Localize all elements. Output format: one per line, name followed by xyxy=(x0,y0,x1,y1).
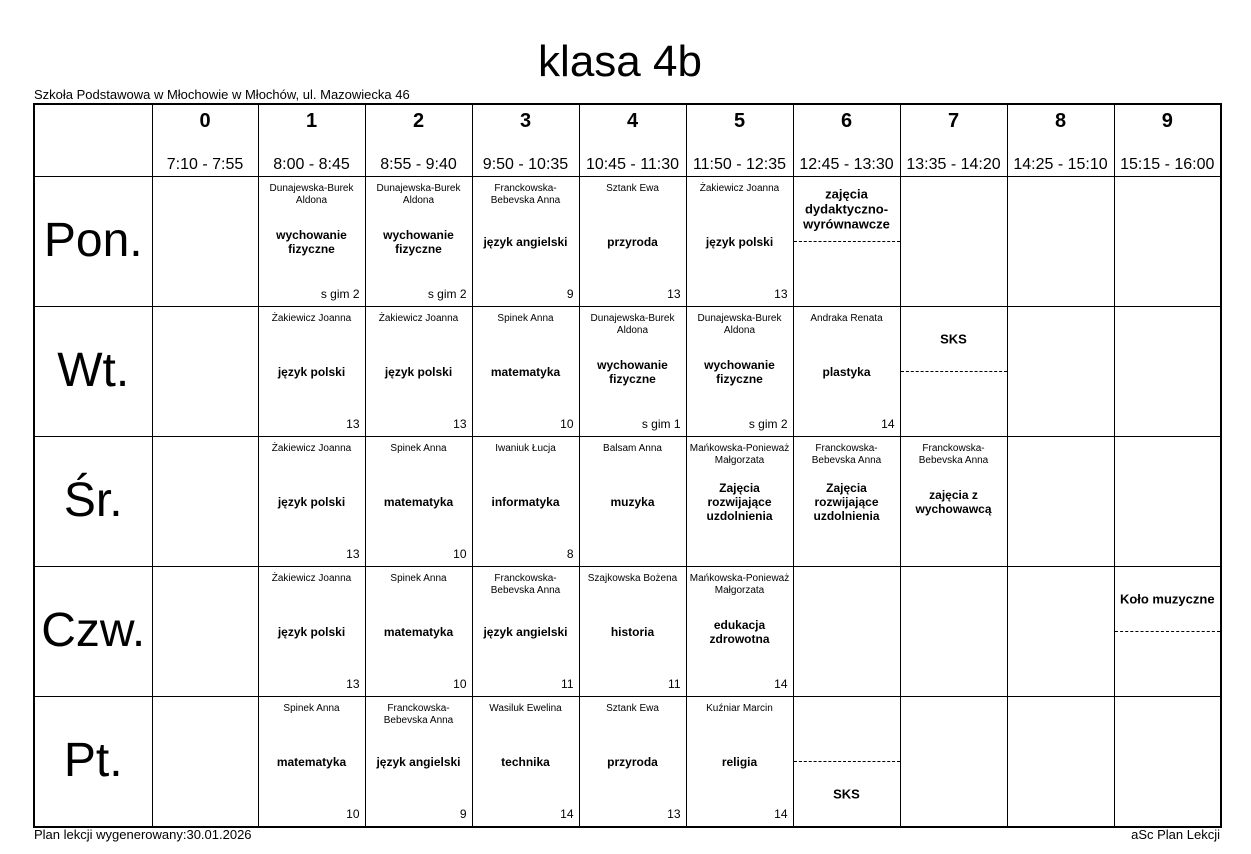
lesson xyxy=(580,177,686,306)
subject-name: technika xyxy=(501,754,550,769)
room-number: 14 xyxy=(774,807,788,821)
teacher-name: Żakiewicz Joanna xyxy=(378,313,459,324)
lesson-cell[interactable] xyxy=(472,697,579,828)
lesson-cell[interactable] xyxy=(258,437,365,567)
day-row xyxy=(34,177,1221,307)
lesson-cell[interactable] xyxy=(258,307,365,437)
lesson-cell[interactable] xyxy=(686,567,793,697)
teacher-name: Mańkowska-Ponieważ Małgorzata xyxy=(689,573,790,596)
lesson-cell[interactable] xyxy=(686,437,793,567)
subject-name: język polski xyxy=(277,494,346,509)
day-label-cell xyxy=(34,177,152,307)
school-name: Szkoła Podstawowa w Młochowie w Młochów, ul. Mazowiecka 46 xyxy=(34,87,410,102)
period-time: 8:00 - 8:45 xyxy=(273,156,350,173)
lesson-cell[interactable] xyxy=(900,307,1007,437)
room-number: s gim 2 xyxy=(427,287,467,301)
period-header xyxy=(900,104,1007,177)
teacher-name: Dunajewska-Burek Aldona xyxy=(269,183,354,206)
subject-name: wychowanie fizyczne xyxy=(383,227,454,256)
period-time: 7:10 - 7:55 xyxy=(166,156,244,173)
lesson-cell[interactable] xyxy=(365,697,472,828)
period-number: 0 xyxy=(199,110,211,132)
lesson-cell[interactable] xyxy=(472,177,579,307)
lesson xyxy=(259,437,365,566)
lesson-cell[interactable] xyxy=(365,437,472,567)
room-number: 10 xyxy=(346,807,360,821)
lesson xyxy=(259,307,365,436)
lesson-cell[interactable] xyxy=(258,697,365,828)
lesson xyxy=(366,697,472,826)
lesson-cell[interactable] xyxy=(258,567,365,697)
empty-cell xyxy=(1114,177,1221,307)
subject-name: język polski xyxy=(277,624,346,639)
day-row xyxy=(34,697,1221,828)
day-label-cell xyxy=(34,567,152,697)
period-number: 7 xyxy=(947,110,960,132)
teacher-name: Sztank Ewa xyxy=(606,703,659,714)
teacher-name: Iwaniuk Łucja xyxy=(495,443,556,454)
lesson-cell[interactable] xyxy=(579,567,686,697)
lesson xyxy=(366,567,472,696)
empty-cell xyxy=(152,567,258,697)
split-lesson-top xyxy=(901,307,1007,372)
day-label: Czw. xyxy=(41,604,146,657)
lesson xyxy=(687,307,793,436)
day-row xyxy=(34,437,1221,567)
day-label: Śr. xyxy=(63,474,123,527)
empty-cell xyxy=(1114,307,1221,437)
period-number: 8 xyxy=(1054,110,1067,132)
lesson xyxy=(794,437,900,566)
subject-name: SKS xyxy=(940,331,967,347)
teacher-name: Dunajewska-Burek Aldona xyxy=(376,183,461,206)
period-header xyxy=(258,104,365,177)
teacher-name: Franckowska-Bebevska Anna xyxy=(490,573,561,596)
period-time: 12:45 - 13:30 xyxy=(799,156,894,173)
period-header xyxy=(152,104,258,177)
lesson xyxy=(580,307,686,436)
room-number: 10 xyxy=(453,547,467,561)
subject-name: matematyka xyxy=(383,624,454,639)
lesson xyxy=(687,567,793,696)
room-number: s gim 2 xyxy=(748,417,788,431)
lesson-cell[interactable] xyxy=(686,307,793,437)
empty-cell xyxy=(900,567,1007,697)
periods-header-row xyxy=(34,104,1221,177)
teacher-name: Franckowska-Bebevska Anna xyxy=(383,703,454,726)
lesson-cell[interactable] xyxy=(1114,567,1221,697)
lesson xyxy=(580,567,686,696)
generated-date: Plan lekcji wygenerowany:30.01.2026 xyxy=(34,827,252,842)
period-time: 14:25 - 15:10 xyxy=(1013,156,1108,173)
subject-name: język polski xyxy=(705,234,774,249)
lesson xyxy=(473,177,579,306)
subject-name: przyroda xyxy=(607,234,658,249)
room-number: s gim 2 xyxy=(320,287,360,301)
day-row xyxy=(34,307,1221,437)
lesson xyxy=(259,177,365,306)
period-header xyxy=(472,104,579,177)
empty-cell xyxy=(1007,567,1114,697)
empty-cell xyxy=(1007,307,1114,437)
subject-name: wychowanie fizyczne xyxy=(276,227,347,256)
lesson xyxy=(473,697,579,826)
teacher-name: Balsam Anna xyxy=(603,443,662,454)
empty-cell xyxy=(900,177,1007,307)
empty-cell xyxy=(1114,697,1221,828)
teacher-name: Żakiewicz Joanna xyxy=(271,313,352,324)
subject-name: Koło muzyczne xyxy=(1119,591,1215,607)
subject-name: plastyka xyxy=(822,364,871,379)
period-header xyxy=(365,104,472,177)
day-label-cell xyxy=(34,307,152,437)
room-number: 14 xyxy=(560,807,574,821)
split-lesson-top xyxy=(794,177,900,242)
timetable xyxy=(33,103,1222,828)
subject-name: zajęcia z wychowawcą xyxy=(915,487,992,516)
subject-name: matematyka xyxy=(383,494,454,509)
lesson xyxy=(259,567,365,696)
subject-name: matematyka xyxy=(276,754,347,769)
lesson xyxy=(794,307,900,436)
lesson xyxy=(687,177,793,306)
lesson-cell[interactable] xyxy=(686,177,793,307)
period-number: 4 xyxy=(626,110,639,132)
lesson-cell[interactable] xyxy=(365,177,472,307)
split-divider xyxy=(794,697,900,762)
room-number: 9 xyxy=(566,287,574,301)
subject-name: religia xyxy=(721,754,758,769)
period-number: 6 xyxy=(840,110,853,132)
room-number: 13 xyxy=(346,677,360,691)
lesson xyxy=(473,307,579,436)
subject-name: Zajęcia rozwijające uzdolnienia xyxy=(706,480,773,523)
period-time: 9:50 - 10:35 xyxy=(482,156,569,173)
lesson xyxy=(366,177,472,306)
corner-cell xyxy=(34,104,152,177)
day-row xyxy=(34,567,1221,697)
period-time: 15:15 - 16:00 xyxy=(1120,156,1215,173)
period-header xyxy=(1114,104,1221,177)
teacher-name: Żakiewicz Joanna xyxy=(271,573,352,584)
lesson xyxy=(259,697,365,826)
room-number: 9 xyxy=(459,807,467,821)
empty-cell xyxy=(1007,697,1114,828)
period-time: 10:45 - 11:30 xyxy=(585,156,680,173)
lesson xyxy=(687,697,793,826)
subject-name: język polski xyxy=(384,364,453,379)
subject-name: język angielski xyxy=(483,234,568,249)
lesson-cell[interactable] xyxy=(365,567,472,697)
room-number: 13 xyxy=(453,417,467,431)
period-header xyxy=(1007,104,1114,177)
subject-name: język angielski xyxy=(376,754,461,769)
empty-cell xyxy=(793,567,900,697)
period-number: 5 xyxy=(733,110,746,132)
room-number: 13 xyxy=(346,547,360,561)
empty-cell xyxy=(152,697,258,828)
room-number: 11 xyxy=(561,677,574,691)
teacher-name: Dunajewska-Burek Aldona xyxy=(590,313,675,336)
period-header xyxy=(686,104,793,177)
split-lesson-bottom xyxy=(794,762,900,826)
lesson xyxy=(901,437,1007,566)
lesson-cell[interactable] xyxy=(793,697,900,828)
subject-name: SKS xyxy=(833,786,860,802)
day-label: Pon. xyxy=(43,214,143,267)
teacher-name: Dunajewska-Burek Aldona xyxy=(697,313,782,336)
day-label-cell xyxy=(34,437,152,567)
lesson xyxy=(580,697,686,826)
period-time: 11:50 - 12:35 xyxy=(692,156,787,173)
lesson xyxy=(580,437,686,566)
lesson-cell[interactable] xyxy=(579,177,686,307)
lesson-cell[interactable] xyxy=(793,437,900,567)
empty-cell xyxy=(152,307,258,437)
period-number: 9 xyxy=(1161,110,1173,132)
subject-name: język polski xyxy=(277,364,346,379)
day-label: Wt. xyxy=(57,344,130,397)
teacher-name: Franckowska-Bebevska Anna xyxy=(490,183,561,206)
teacher-name: Kuźniar Marcin xyxy=(706,703,773,714)
teacher-name: Wasiluk Ewelina xyxy=(489,703,562,714)
teacher-name: Żakiewicz Joanna xyxy=(699,183,780,194)
lesson xyxy=(366,437,472,566)
lesson-cell[interactable] xyxy=(793,177,900,307)
lesson-cell[interactable] xyxy=(472,437,579,567)
teacher-name: Sztank Ewa xyxy=(606,183,659,194)
page-title: klasa 4b xyxy=(538,37,702,86)
lesson xyxy=(687,437,793,566)
empty-cell xyxy=(1114,437,1221,567)
subject-name: język angielski xyxy=(483,624,568,639)
lesson-cell[interactable] xyxy=(579,437,686,567)
subject-name: Zajęcia rozwijające uzdolnienia xyxy=(813,480,880,523)
lesson-cell[interactable] xyxy=(900,437,1007,567)
room-number: 13 xyxy=(774,287,788,301)
teacher-name: Żakiewicz Joanna xyxy=(271,443,352,454)
period-number: 2 xyxy=(412,110,425,132)
period-header xyxy=(793,104,900,177)
subject-name: zajęcia dydaktyczno-wyrównawcze xyxy=(803,186,890,232)
room-number: 11 xyxy=(668,677,681,691)
room-number: 8 xyxy=(566,547,574,561)
teacher-name: Spinek Anna xyxy=(390,573,447,584)
lesson-cell[interactable] xyxy=(365,307,472,437)
empty-cell xyxy=(900,697,1007,828)
room-number: s gim 1 xyxy=(641,417,681,431)
split-lesson-top xyxy=(1115,567,1221,632)
subject-name: wychowanie fizyczne xyxy=(597,357,668,386)
lesson-cell[interactable] xyxy=(258,177,365,307)
subject-name: przyroda xyxy=(607,754,658,769)
period-number: 3 xyxy=(519,110,532,132)
teacher-name: Franckowska-Bebevska Anna xyxy=(918,443,989,466)
day-label-cell xyxy=(34,697,152,828)
teacher-name: Szajkowska Bożena xyxy=(587,573,678,584)
subject-name: wychowanie fizyczne xyxy=(704,357,775,386)
room-number: 14 xyxy=(881,417,895,431)
lesson-cell[interactable] xyxy=(472,307,579,437)
teacher-name: Spinek Anna xyxy=(497,313,554,324)
empty-cell xyxy=(152,177,258,307)
subject-name: informatyka xyxy=(491,494,560,509)
teacher-name: Mańkowska-Ponieważ Małgorzata xyxy=(689,443,790,466)
lesson-cell[interactable] xyxy=(579,697,686,828)
teacher-name: Spinek Anna xyxy=(390,443,447,454)
period-header xyxy=(579,104,686,177)
room-number: 10 xyxy=(453,677,467,691)
empty-cell xyxy=(1007,177,1114,307)
empty-cell xyxy=(1007,437,1114,567)
room-number: 13 xyxy=(346,417,360,431)
lesson xyxy=(473,437,579,566)
room-number: 10 xyxy=(560,417,574,431)
lesson xyxy=(366,307,472,436)
subject-name: muzyka xyxy=(610,494,655,509)
subject-name: matematyka xyxy=(490,364,561,379)
software-credit: aSc Plan Lekcji xyxy=(1131,827,1220,842)
subject-name: edukacja zdrowotna xyxy=(709,617,770,646)
day-label: Pt. xyxy=(63,734,123,787)
room-number: 13 xyxy=(667,807,681,821)
room-number: 14 xyxy=(774,677,788,691)
period-time: 8:55 - 9:40 xyxy=(380,156,457,173)
lesson-cell[interactable] xyxy=(793,307,900,437)
room-number: 13 xyxy=(667,287,681,301)
teacher-name: Andraka Renata xyxy=(810,313,883,324)
lesson-cell[interactable] xyxy=(472,567,579,697)
period-number: 1 xyxy=(305,110,318,132)
lesson-cell[interactable] xyxy=(686,697,793,828)
empty-cell xyxy=(152,437,258,567)
teacher-name: Spinek Anna xyxy=(283,703,340,714)
teacher-name: Franckowska-Bebevska Anna xyxy=(811,443,882,466)
lesson xyxy=(473,567,579,696)
period-time: 13:35 - 14:20 xyxy=(906,156,1001,173)
subject-name: historia xyxy=(610,624,655,639)
lesson-cell[interactable] xyxy=(579,307,686,437)
